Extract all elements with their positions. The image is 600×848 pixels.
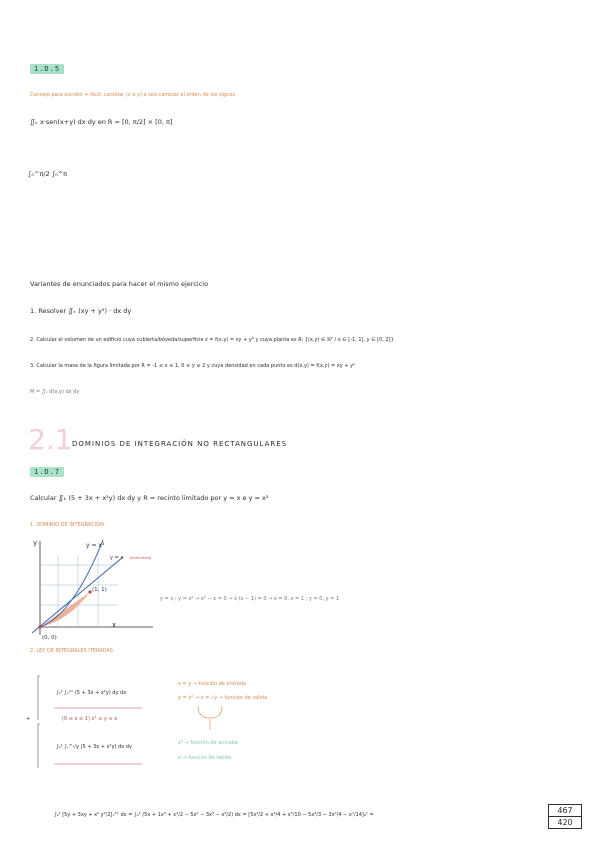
integral-limits: ∫₀^π/2 ∫₀^π (28, 170, 68, 178)
iterated-limits: (0 ≤ x ≤ 1) x² ≤ y ≤ x (62, 716, 118, 722)
result-denominator: 420 (548, 816, 582, 829)
iterated-integral-1: ∫₀¹ ∫ₓ²ˣ (5 + 3x + x²y) dy dx (56, 690, 127, 696)
step1-heading: 1. DOMINIO DE INTEGRACIÓN (30, 522, 104, 528)
tag-ejercicio-1d7: 1.D.7 (30, 467, 64, 477)
shaded-region (40, 592, 90, 627)
parabola-y-eq-x2 (40, 540, 103, 627)
green-note-2: x → función de salida (178, 755, 231, 761)
green-note-1: x² → función de entrada (178, 740, 238, 746)
variante-2: 2. Calcular el volumen de un edificio cuya cubierta/bóveda/superficie z = f(x,y) = xy + y² y cuya planta es R: {(x,y) ∈ ℝ² / x ∈ [-1, 1], y ∈ [0, 2]} (30, 337, 394, 343)
line-y-eq-x (32, 557, 123, 633)
orange-note-1: x = y → función de entrada (178, 681, 247, 687)
result-numerator: 467 (548, 804, 582, 816)
final-computation: ∫₀¹ [5y + 3xy + x² y²/2]ₓ²ˣ dx = ∫₀¹ (5x + 1x³ + x⁴/2 − 5x² − 3x³ − x⁶/2) dx = [5x²/2 + x⁴/4 + x⁵/10 − 5x³/3 − 3x⁴/4 − x⁷/14]₀¹ = (54, 812, 374, 818)
x-axis-label: x (112, 621, 117, 629)
section-title: DOMINIOS DE INTEGRACIÓN NO RECTANGULARES (72, 440, 288, 448)
orange-arrows (192, 704, 228, 732)
plus-sign: + (26, 716, 31, 722)
domain-graph (28, 535, 158, 645)
problem-1d7: Calcular ∬ₖ (5 + 3x + x²y) dx dy y R = recinto limitado por y = x e y = x² (30, 494, 269, 502)
iterated-integral-2: ∫₀¹ ∫ᵧ^√y (5 + 3x + x²y) dx dy (56, 744, 132, 750)
result-box (548, 804, 582, 829)
system-solution: y = x ; y = x² → x² − x = 0 → x (x − 1) = 0 → x = 0, x = 1 ; y = 0, y = 1 (160, 596, 340, 602)
variante-1: 1. Resolver ∬ₖ (xy + y²) · dx dy (30, 307, 132, 315)
iterated-brackets (34, 672, 154, 772)
line-note: (línea recta) (130, 556, 152, 560)
curved-arrow (198, 706, 222, 718)
origin-point (38, 625, 41, 628)
integral-1d5: ∬ₖ x·sen(x+y) dx dy en R = [0, π/2] × [0, π] (30, 118, 173, 126)
tag-ejercicio-1d5: 1.D.5 (30, 64, 64, 74)
variantes-heading: Variantes de enunciados para hacer el mismo ejercicio (30, 280, 209, 288)
bracket-bottom (38, 724, 40, 768)
masa-formula: M = ∬ₖ d(x,y) dx dy (30, 389, 80, 395)
bracket-top (38, 676, 40, 720)
point-origin-label: (0, 0) (42, 635, 57, 641)
variante-3: 3. Calcular la masa de la figura limitada por R = -1 ≤ x ≤ 1, 0 ≤ y ≤ 2 y cuya densidad en cada punto es d(x,y) = f(x,y) = xy + y² (30, 363, 356, 369)
line-label: y = x (110, 555, 124, 561)
parabola-label: y = x² (86, 542, 105, 549)
point-top-label: (1, 1) (92, 587, 107, 593)
section-number: 2.1 (28, 423, 73, 456)
orange-note-2: y = x² → x = √y → función de salida (178, 695, 268, 701)
y-axis-label: y (33, 539, 38, 547)
consejo-note: Consejo para escribir ↔ fácil: cambiar (x e y) o sea cambiar el orden de los signos (30, 92, 236, 98)
step2-heading: 2. LEY DE INTEGRALES ITERADAS (30, 648, 113, 654)
